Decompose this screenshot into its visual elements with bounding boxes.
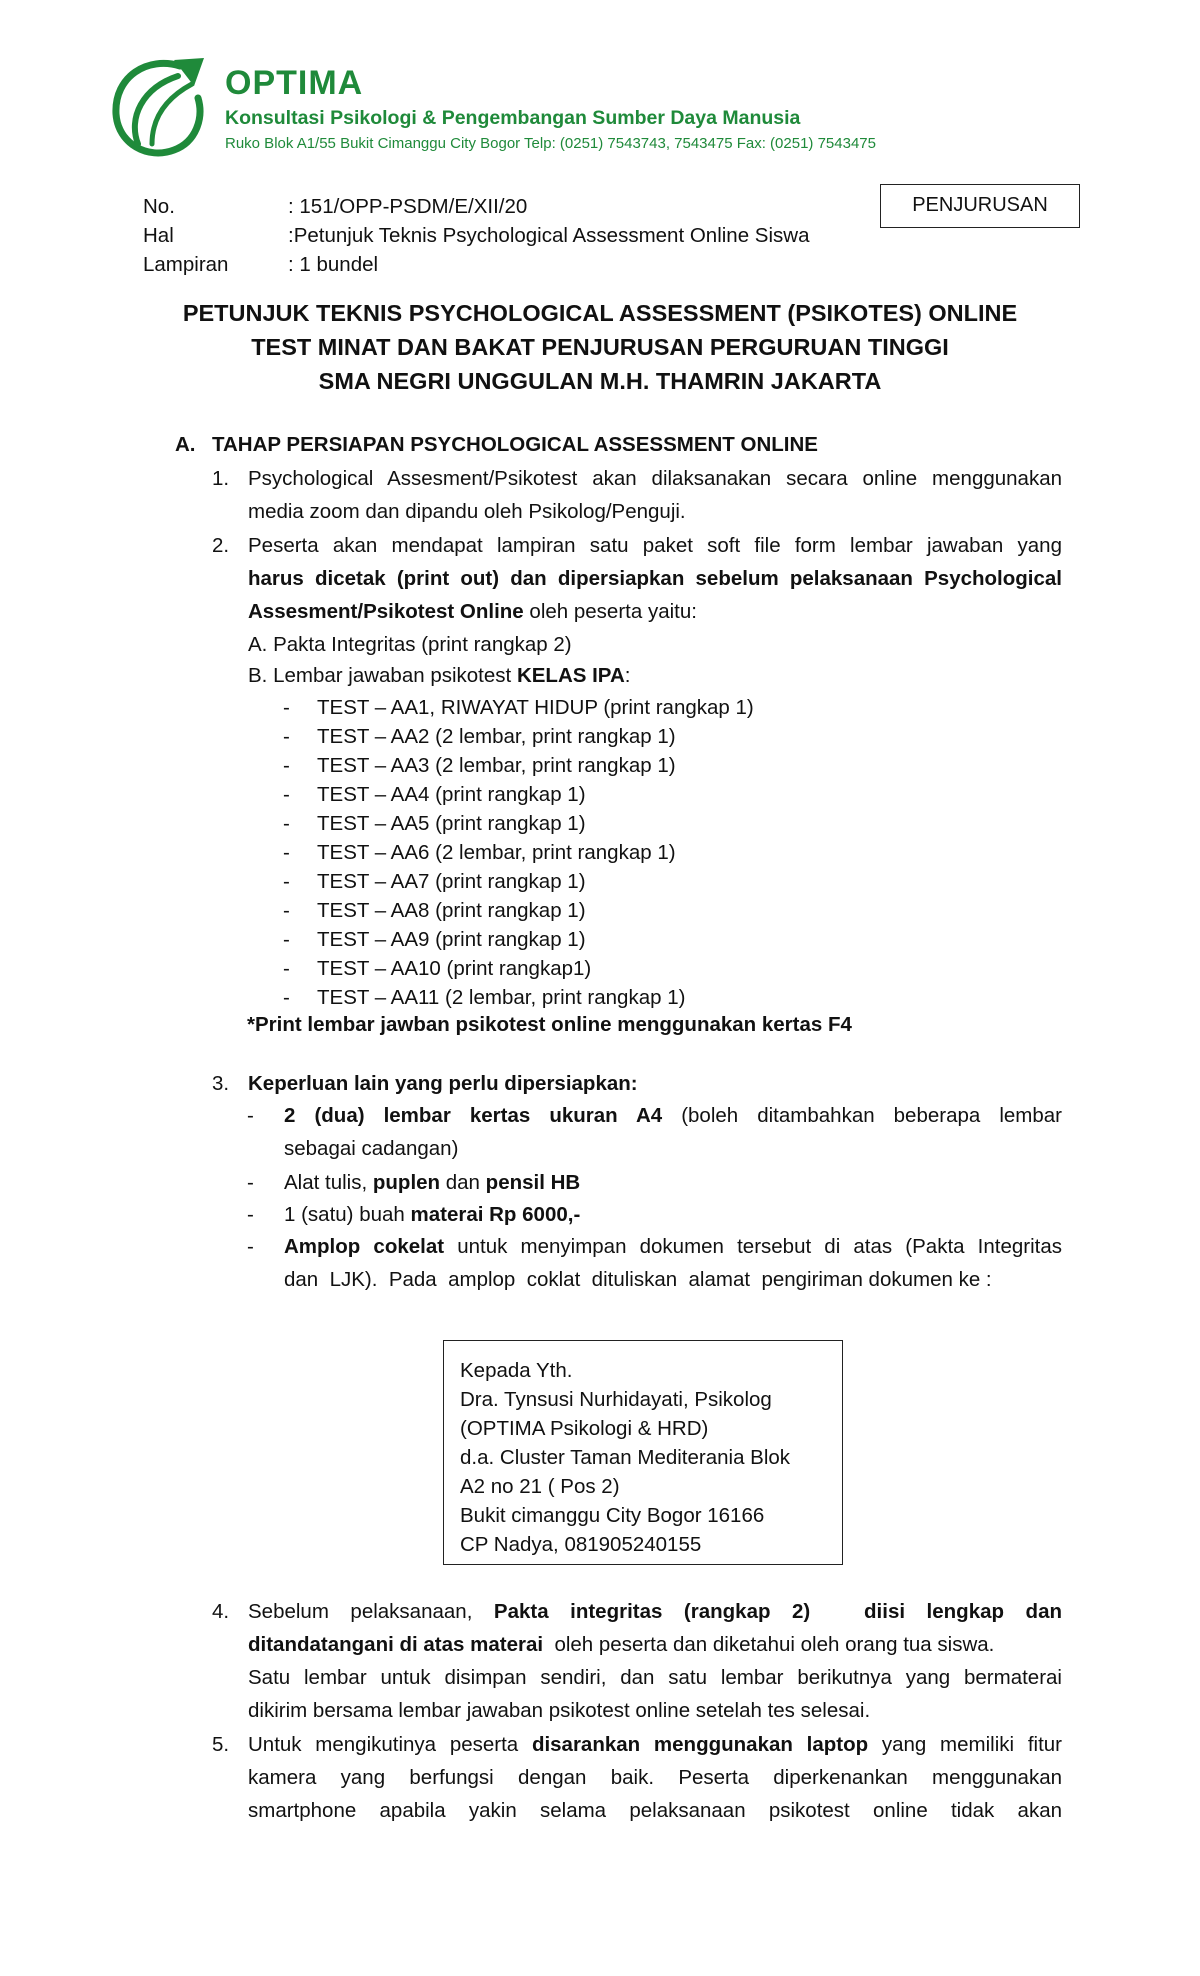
item-2-line-3: Assesment/Psikotest Online oleh peserta yaitu: [248,600,697,623]
test-item: TEST – AA7 (print rangkap 1) [317,870,586,893]
address-line: (OPTIMA Psikologi & HRD) [460,1417,709,1440]
test-item: TEST – AA6 (2 lembar, print rangkap 1) [317,841,676,864]
test-item: TEST – AA4 (print rangkap 1) [317,783,586,806]
title-line-1: PETUNJUK TEKNIS PSYCHOLOGICAL ASSESSMENT (PSIKOTES) ONLINE [182,300,1018,326]
penjurusan-tag: PENJURUSAN [880,184,1080,228]
brand-name: OPTIMA [225,64,364,102]
item-3-heading: Keperluan lain yang perlu dipersiapkan: [248,1072,638,1095]
item-5-line-3: smartphone apabila yakin selama pelaksanaan psikotest online tidak akan [248,1799,1062,1822]
item-1-number: 1. [212,467,230,490]
item-3-bullet-4-line-2: dan LJK). Pada amplop coklat dituliskan alamat pengiriman dokumen ke : [284,1268,992,1291]
test-item: TEST – AA10 (print rangkap1) [317,957,592,980]
test-item-dash: - [283,812,290,835]
lampiran-value: : 1 bundel [288,253,379,276]
no-label: No. [143,195,175,218]
item-1-line-2: media zoom dan dipandu oleh Psikolog/Penguji. [248,500,686,523]
item-2-sub-b: B. Lembar jawaban psikotest KELAS IPA: [248,664,631,687]
lampiran-label: Lampiran [143,253,229,276]
item-5-number: 5. [212,1733,230,1756]
address-line: Bukit cimanggu City Bogor 16166 [460,1504,765,1527]
title-line-2: TEST MINAT DAN BAKAT PENJURUSAN PERGURUAN TINGGI [251,334,949,360]
test-item-dash: - [283,696,290,719]
title-line-3: SMA NEGRI UNGGULAN M.H. THAMRIN JAKARTA [318,368,882,394]
test-item: TEST – AA9 (print rangkap 1) [317,928,586,951]
test-item-dash: - [283,783,290,806]
item-3-bullet-2: Alat tulis, puplen dan pensil HB [284,1171,581,1194]
item-2-sub-a: A. Pakta Integritas (print rangkap 2) [248,633,572,656]
test-item-dash: - [283,841,290,864]
test-item-dash: - [283,754,290,777]
test-item-dash: - [283,957,290,980]
item-3-bullet-4: Amplop cokelat untuk menyimpan dokumen tersebut di atas (Pakta Integritas [284,1235,1063,1258]
test-item-dash: - [283,870,290,893]
item-2-line-1: Peserta akan mendapat lampiran satu paket soft file form lembar jawaban yang [248,534,1062,557]
item-5-line-1: Untuk mengikutinya peserta disarankan menggunakan laptop yang memiliki fitur [248,1733,1062,1756]
address-line: A2 no 21 ( Pos 2) [460,1475,620,1498]
recipient-address-box [443,1340,843,1565]
item-3-number: 3. [212,1072,230,1095]
item-4-line-2: ditandatangani di atas materai oleh peserta dan diketahui oleh orang tua siswa. [248,1633,995,1656]
brand-subtitle: Konsultasi Psikologi & Pengembangan Sumber Daya Manusia [225,107,801,129]
test-item: TEST – AA3 (2 lembar, print rangkap 1) [317,754,676,777]
item-3-bullet-1: 2 (dua) lembar kertas ukuran A4 (boleh ditambahkan beberapa lembar [284,1104,1063,1127]
item-2-number: 2. [212,534,230,557]
item-2-line-2: harus dicetak (print out) dan dipersiapkan sebelum pelaksanaan Psychological [248,567,1062,590]
item-4-line-3: Satu lembar untuk disimpan sendiri, dan satu lembar berikutnya yang bermaterai [248,1666,1062,1689]
section-a-marker: A. [175,433,196,456]
address-line: CP Nadya, 081905240155 [460,1533,702,1556]
section-a-heading: TAHAP PERSIAPAN PSYCHOLOGICAL ASSESSMENT ONLINE [212,433,818,456]
item-2-note: *Print lembar jawban psikotest online menggunakan kertas F4 [247,1013,852,1036]
item-4-line-1: Sebelum pelaksanaan, Pakta integritas (rangkap 2) diisi lengkap dan [248,1600,1062,1623]
hal-value: :Petunjuk Teknis Psychological Assessment Online Siswa [288,224,810,247]
brand-address: Ruko Blok A1/55 Bukit Cimanggu City Bogor Telp: (0251) 7543743, 7543475 Fax: (0251) 7543475 [225,135,876,152]
test-item: TEST – AA5 (print rangkap 1) [317,812,586,835]
item-3-bullet-2-dash: - [247,1171,254,1194]
item-4-line-4: dikirim bersama lembar jawaban psikotest online setelah tes selesai. [248,1699,871,1722]
item-4-number: 4. [212,1600,230,1623]
test-item: TEST – AA2 (2 lembar, print rangkap 1) [317,725,676,748]
test-item-dash: - [283,986,290,1009]
hal-label: Hal [143,224,174,247]
item-3-bullet-1-dash: - [247,1104,254,1127]
test-item-dash: - [283,928,290,951]
item-3-bullet-4-dash: - [247,1235,254,1258]
no-value: : 151/OPP-PSDM/E/XII/20 [288,195,528,218]
test-item: TEST – AA11 (2 lembar, print rangkap 1) [317,986,686,1009]
test-item: TEST – AA1, RIWAYAT HIDUP (print rangkap 1) [317,696,754,719]
item-3-bullet-3: 1 (satu) buah materai Rp 6000,- [284,1203,581,1226]
item-1-line-1: Psychological Assesment/Psikotest akan dilaksanakan secara online menggunakan [248,467,1062,490]
optima-logo-icon [108,52,208,164]
address-line: d.a. Cluster Taman Mediterania Blok [460,1446,791,1469]
item-5-line-2: kamera yang berfungsi dengan baik. Peserta diperkenankan menggunakan [248,1766,1062,1789]
item-3-bullet-3-dash: - [247,1203,254,1226]
item-3-bullet-1-line-2: sebagai cadangan) [284,1137,459,1160]
test-item-dash: - [283,725,290,748]
address-line: Kepada Yth. [460,1359,573,1382]
test-item: TEST – AA8 (print rangkap 1) [317,899,586,922]
address-line: Dra. Tynsusi Nurhidayati, Psikolog [460,1388,772,1411]
test-item-dash: - [283,899,290,922]
